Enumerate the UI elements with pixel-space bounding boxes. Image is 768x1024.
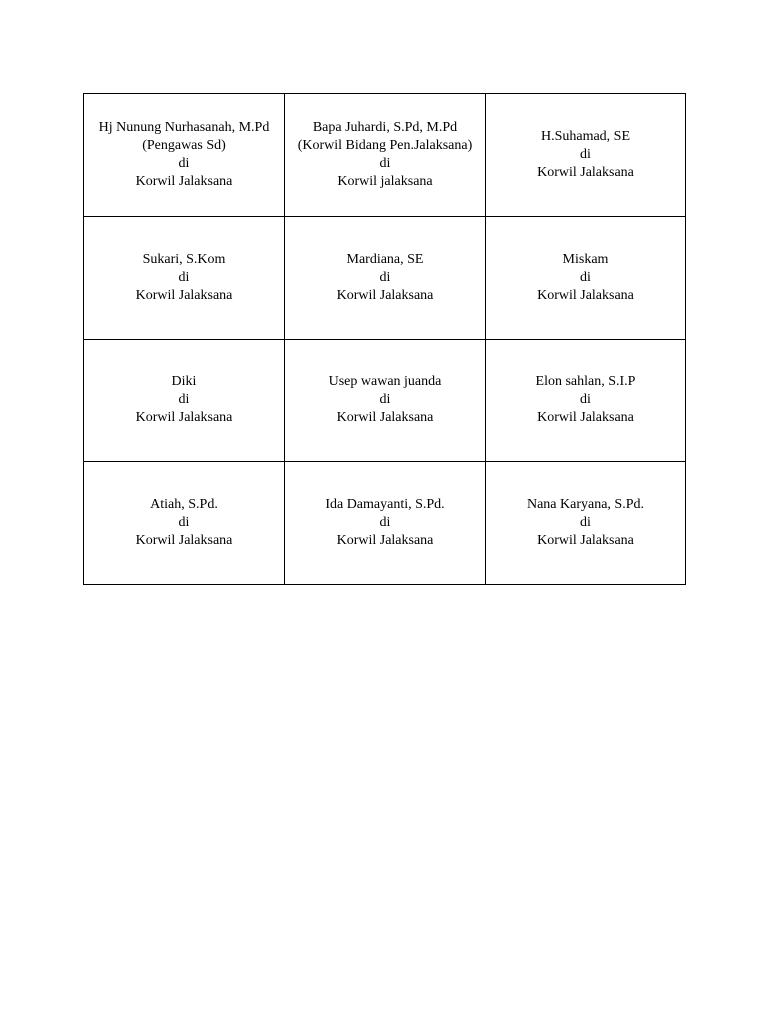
label-row	[84, 339, 686, 462]
recipient-location: Korwil Jalaksana	[135, 410, 233, 426]
recipient-preposition: di	[178, 392, 190, 408]
recipient-name: Diki	[171, 374, 197, 390]
recipient-preposition: di	[580, 515, 591, 531]
recipient-location: Korwil Jalaksana	[537, 410, 634, 426]
recipient-name: Sukari, S.Kom	[142, 251, 226, 267]
address-label-cell	[285, 462, 486, 585]
address-label-cell	[285, 339, 486, 462]
recipient-location: Korwil Jalaksana	[135, 533, 233, 549]
address-label-cell	[486, 216, 686, 339]
recipient-location: Korwil Jalaksana	[537, 164, 634, 180]
recipient-preposition: di	[178, 515, 190, 531]
address-label-cell	[84, 339, 285, 462]
address-label-cell	[84, 216, 285, 339]
label-row	[84, 462, 686, 585]
recipient-preposition: di	[580, 146, 591, 162]
recipient-location: Korwil Jalaksana	[135, 287, 233, 303]
recipient-preposition: di	[379, 269, 391, 285]
recipient-name: Usep wawan juanda	[328, 374, 442, 390]
recipient-location: Korwil Jalaksana	[336, 410, 434, 426]
recipient-location: Korwil jalaksana	[337, 173, 433, 189]
recipient-name: Atiah, S.Pd.	[150, 497, 218, 513]
recipient-preposition: di	[379, 392, 391, 408]
address-label-cell	[84, 94, 285, 217]
address-label-cell	[285, 216, 486, 339]
recipient-preposition: di	[379, 515, 391, 531]
recipient-preposition: di	[379, 155, 391, 171]
recipient-location: Korwil Jalaksana	[135, 173, 233, 189]
recipient-name: Hj Nunung Nurhasanah, M.Pd	[98, 119, 270, 135]
address-label-table	[83, 93, 686, 585]
address-label-cell	[486, 94, 686, 217]
recipient-location: Korwil Jalaksana	[537, 287, 634, 303]
recipient-name: Mardiana, SE	[346, 251, 424, 267]
recipient-name: Bapa Juhardi, S.Pd, M.Pd	[312, 119, 458, 135]
address-label-cell	[285, 94, 486, 217]
recipient-name: Elon sahlan, S.I.P	[535, 374, 636, 390]
recipient-location: Korwil Jalaksana	[336, 533, 434, 549]
recipient-role: (Pengawas Sd)	[142, 137, 226, 153]
recipient-name: Miskam	[562, 251, 609, 267]
recipient-preposition: di	[178, 155, 190, 171]
label-row	[84, 216, 686, 339]
address-label-cell	[486, 462, 686, 585]
recipient-preposition: di	[580, 392, 591, 408]
recipient-location: Korwil Jalaksana	[336, 287, 434, 303]
recipient-location: Korwil Jalaksana	[537, 533, 634, 549]
address-label-cell	[84, 462, 285, 585]
recipient-preposition: di	[580, 269, 591, 285]
recipient-name: H.Suhamad, SE	[540, 128, 631, 144]
recipient-name: Ida Damayanti, S.Pd.	[325, 497, 445, 513]
address-label-cell	[486, 339, 686, 462]
recipient-role: (Korwil Bidang Pen.Jalaksana)	[297, 137, 473, 153]
recipient-preposition: di	[178, 269, 190, 285]
label-row	[84, 94, 686, 217]
recipient-name: Nana Karyana, S.Pd.	[526, 497, 645, 513]
